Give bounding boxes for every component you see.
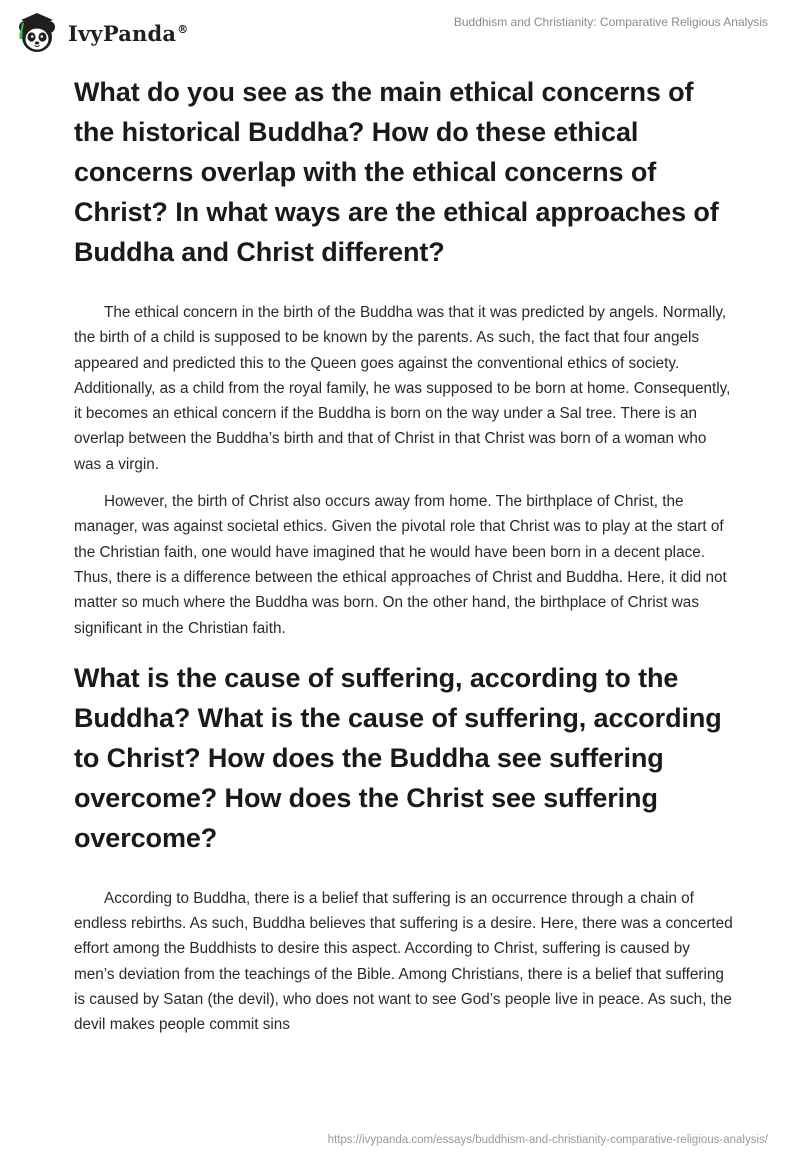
section-heading: What do you see as the main ethical concerns of the historical Buddha? How do these ethical concerns overlap with the ethical concerns of Christ? In what ways are the ethical approaches of Buddha and Christ different? [74,77,719,267]
essay-content [74,72,734,1038]
panda-graduate-icon [14,10,60,56]
source-url[interactable]: https://ivypanda.com/essays/buddhism-and-christianity-comparative-religious-analysis/ [327,1134,768,1146]
paragraph: However, the birth of Christ also occurs away from home. The birthplace of Christ, the manager, was against societal ethics. Given the pivotal role that Christ was to play at the start of the Christian faith, one would have imagined that he would have been born in a decent place. Thus, there is a difference between the ethical approaches of Christ and Buddha. Here, it did not matter so much where the Buddha was born. On the other hand, the birthplace of Christ was significant in the Christian faith. [74,493,727,637]
brand-name: IvyPanda® [68,20,189,46]
paragraph: The ethical concern in the birth of the Buddha was that it was predicted by angels. Normally, the birth of a child is supposed to be known by the parents. As such, the fact that four angels appeared and predicted this to the Queen goes against the conventional ethics of society. Additionally, as a child from the royal family, he was supposed to be born at home. Consequently, it becomes an ethical concern if the Buddha is born on the way under a Sal tree. There is an overlap between the Buddha’s birth and that of Christ in that Christ was born of a woman who was a virgin. [74,304,731,473]
document-title: Buddhism and Christianity: Comparative Religious Analysis [453,15,768,29]
paragraph: According to Buddha, there is a belief that suffering is an occurrence through a chain of endless rebirths. As such, Buddha believes that suffering is a desire. Here, there was a concerted effort among the Buddhists to desire this aspect. According to Christ, suffering is caused by men’s deviation from the teachings of the Bible. Among Christians, there is a belief that suffering is caused by Satan (the devil), who does not want to see God’s people live in peace. As such, the devil makes people commit sins [74,889,733,1034]
ivypanda-logo[interactable] [14,10,188,56]
section-heading: What is the cause of suffering, according to the Buddha? What is the cause of suffering, according to Christ? How does the Buddha see suffering overcome? How does the Christ see suffering overcome? [74,662,722,853]
registered-mark: ® [177,22,189,36]
page-header [0,0,800,70]
